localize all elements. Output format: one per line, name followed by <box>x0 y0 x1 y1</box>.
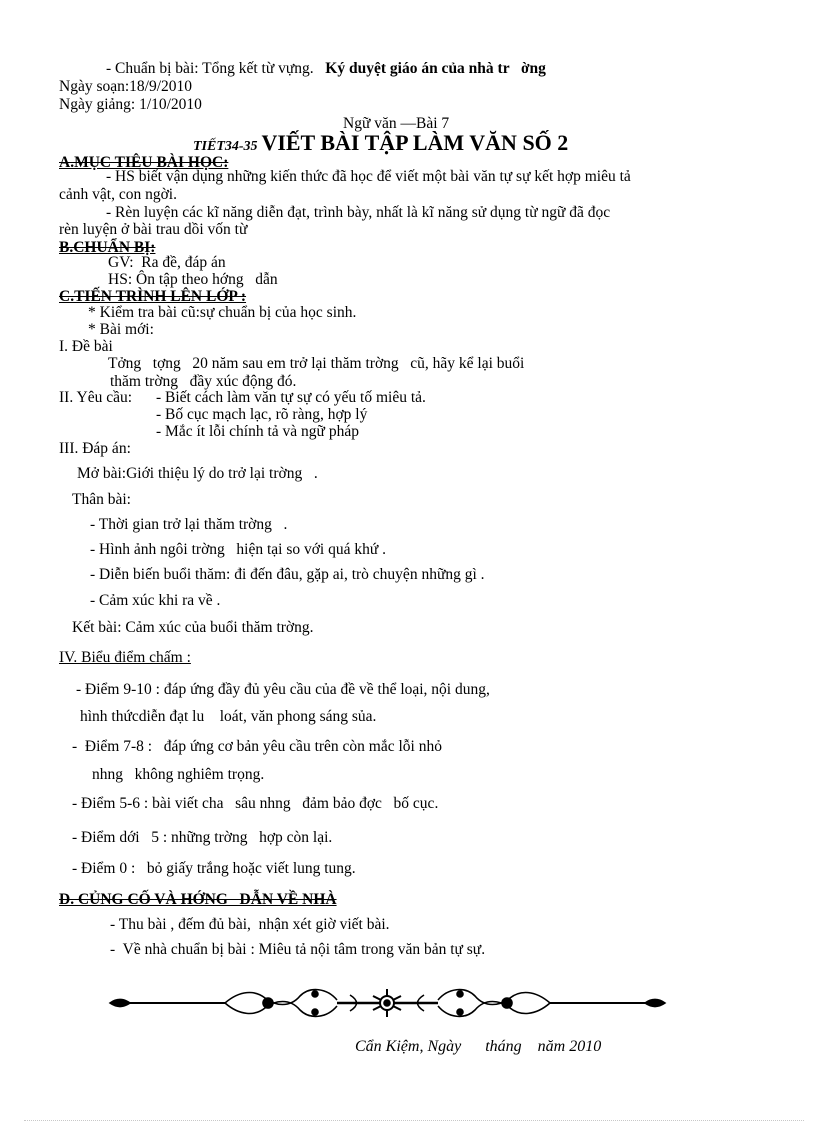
part-3-conclusion: Kết bài: Cảm xúc của buổi thăm trờng. <box>72 619 314 636</box>
part-3-intro: Mở bài:Giới thiệu lý do trở lại trờng . <box>77 465 318 482</box>
lesson-header <box>193 131 568 155</box>
part-1-line: Tởng tợng 20 năm sau em trở lại thăm trờng cũ, hãy kể lại buổi <box>108 355 525 372</box>
prep-line <box>106 60 546 77</box>
section-c-check: * Kiểm tra bài cũ:sự chuẩn bị của học sinh. <box>88 304 357 321</box>
prep-text: - Chuẩn bị bài: Tổng kết từ vựng. <box>106 60 314 77</box>
part-3-heading: III. Đáp án: <box>59 440 131 457</box>
part-4-line: hình thứcdiễn đạt lu loát, văn phong sáng sủa. <box>80 708 377 725</box>
section-a-line: - Rèn luyện các kĩ năng diễn đạt, trình bày, nhất là kĩ năng sử dụng từ ngữ đã đọc <box>106 204 611 221</box>
part-4-line: - Điểm 5-6 : bài viết cha sâu nhng đảm bảo đợc bố cục. <box>72 795 439 812</box>
section-c-new-lesson: * Bài mới: <box>88 321 154 338</box>
part-3-body-label: Thân bài: <box>72 491 131 508</box>
part-4-line: nhng không nghiêm trọng. <box>92 766 265 783</box>
part-4-line: - Điểm 0 : bỏ giấy trắng hoặc viết lung tung. <box>72 860 356 877</box>
part-1-heading: I. Đề bài <box>59 338 113 355</box>
part-3-body-item: - Diễn biến buổi thăm: đi đến đâu, gặp ai, trò chuyện những gì . <box>90 566 485 583</box>
section-b-heading: B.CHUẨN BỊ: <box>59 239 156 256</box>
section-d-heading: D. CỦNG CỐ VÀ HỚNG DẪN VỀ NHÀ <box>59 891 337 908</box>
part-2-item: - Biết cách làm văn tự sự có yếu tố miêu tả. <box>156 389 426 406</box>
section-d-line: - Về nhà chuẩn bị bài : Miêu tả nội tâm trong văn bản tự sự. <box>110 941 486 958</box>
part-3-body-item: - Hình ảnh ngôi trờng hiện tại so với quá khứ . <box>90 541 387 558</box>
part-2-item: - Mắc ít lỗi chính tả và ngữ pháp <box>156 423 359 440</box>
page-bottom-divider <box>24 1120 804 1121</box>
section-a-line: - HS biết vận dụng những kiến thức đã học để viết một bài văn tự sự kết hợp miêu tả <box>106 168 631 185</box>
section-c-heading: C.TIẾN TRÌNH LÊN LỚP : <box>59 288 247 305</box>
part-2-item: - Bố cục mạch lạc, rõ ràng, hợp lý <box>156 406 368 423</box>
part-3-body-item: - Thời gian trở lại thăm trờng . <box>90 516 288 533</box>
part-4-line: - Điểm 7-8 : đáp ứng cơ bản yêu cầu trên còn mắc lỗi nhỏ <box>72 738 442 755</box>
signature-line: Cẩn Kiệm, Ngày tháng năm 2010 <box>355 1038 602 1055</box>
ornament-divider-icon <box>105 986 670 1020</box>
section-d-line: - Thu bài , đếm đủ bài, nhận xét giờ viết bài. <box>110 916 390 933</box>
part-4-heading: IV. Biểu điểm chấm : <box>59 649 191 666</box>
subject-label: Ngữ văn —Bài 7 <box>343 115 450 132</box>
part-2-heading: II. Yêu cầu: <box>59 389 133 406</box>
lesson-title: VIẾT BÀI TẬP LÀM VĂN SỐ 2 <box>261 130 569 155</box>
lesson-period: TIẾT34-35 <box>193 139 258 154</box>
section-b-hs: HS: Ôn tập theo hớng dẫn <box>108 271 278 288</box>
section-a-heading: A.MỤC TIÊU BÀI HỌC: <box>59 154 229 171</box>
section-b-gv: GV: Ra đề, đáp án <box>108 254 226 271</box>
part-1-line: thăm trờng đầy xúc động đó. <box>110 373 297 390</box>
approval-text: Ký duyệt giáo án của nhà tr ờng <box>325 60 546 77</box>
part-4-line: - Điểm 9-10 : đáp ứng đầy đủ yêu cầu của đề về thể loại, nội dung, <box>76 681 490 698</box>
section-a-line: rèn luyện ở bài trau dồi vốn từ <box>59 221 248 238</box>
date-taught: Ngày giảng: 1/10/2010 <box>59 96 202 113</box>
part-3-body-item: - Cảm xúc khi ra về . <box>90 592 221 609</box>
part-4-line: - Điểm dới 5 : những trờng hợp còn lại. <box>72 829 333 846</box>
date-prepared: Ngày soạn:18/9/2010 <box>59 78 193 95</box>
section-a-line: cảnh vật, con ngời. <box>59 186 177 203</box>
